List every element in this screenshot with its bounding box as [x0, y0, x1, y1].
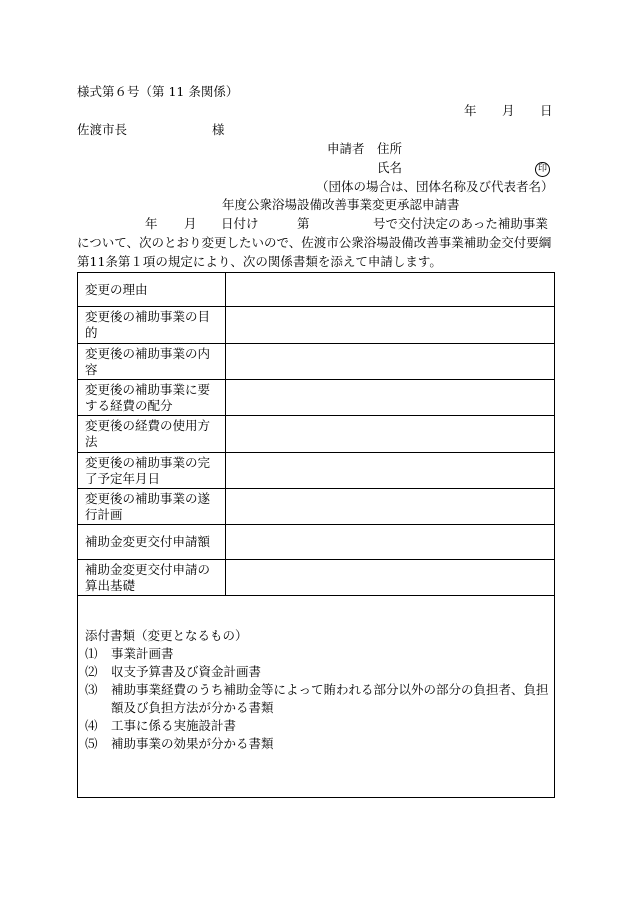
row-value-field[interactable]: [226, 560, 555, 596]
body-year: 年: [145, 216, 158, 231]
list-item-text: 収支予算書及び資金計画書: [111, 664, 262, 679]
list-item-number: ⑵: [85, 664, 98, 679]
applicant-name-label: 氏名: [377, 160, 403, 175]
table-row: [78, 307, 555, 344]
row-label: 変更後の補助事業に要する経費の配分: [78, 380, 226, 416]
row-label: 変更後の補助事業の完了予定年月日: [78, 453, 226, 489]
row-label: 補助金変更交付申請額: [78, 525, 226, 560]
body-line3: 第11条第１項の規定により、次の関係書類を添えて申請します。: [77, 254, 442, 269]
list-item: [85, 681, 554, 717]
list-item: [85, 645, 554, 663]
document-title: 年度公衆浴場設備改善事業変更承認申請書: [222, 197, 460, 212]
row-label: 補助金変更交付申請の算出基礎: [78, 560, 226, 596]
row-value-field[interactable]: [226, 525, 555, 560]
list-item: [85, 717, 554, 735]
row-label: 変更の理由: [78, 273, 226, 307]
row-value-field[interactable]: [226, 273, 555, 307]
row-label: 変更後の補助事業の遂行計画: [78, 489, 226, 525]
application-table: [77, 272, 555, 798]
list-item: [85, 663, 554, 681]
row-label: 変更後の補助事業の内容: [78, 344, 226, 380]
row-value-field[interactable]: [226, 344, 555, 380]
row-value-field[interactable]: [226, 489, 555, 525]
table-row: [78, 560, 555, 596]
applicant-role: 申請者: [327, 141, 365, 156]
list-item-number: ⑸: [85, 736, 98, 751]
table-row: [78, 489, 555, 525]
seal-icon: 印: [535, 161, 550, 177]
row-value-field[interactable]: [226, 307, 555, 344]
table-row: [78, 380, 555, 416]
list-item-number: ⑷: [85, 718, 98, 733]
list-item-text: 補助事業経費のうち補助金等によって賄われる部分以外の部分の負担者、負担額及び負担方法が分かる書類: [111, 682, 549, 715]
row-value-field[interactable]: [226, 453, 555, 489]
attachments-cell: [78, 596, 555, 798]
body-line1-rest: 号で交付決定のあった補助事業: [373, 216, 548, 231]
addressee: 佐渡市長: [77, 122, 128, 137]
row-label: 変更後の補助事業の目的: [78, 307, 226, 344]
table-row: [78, 416, 555, 453]
body-line2: について、次のとおり変更したいので、佐渡市公衆浴場設備改善事業補助金交付要綱: [77, 235, 552, 250]
date-day-label: 日: [540, 103, 553, 118]
body-number-prefix: 第: [297, 216, 310, 231]
attachments-row: [78, 596, 555, 798]
table-row: [78, 344, 555, 380]
form-number: 様式第６号（第 11 条関係）: [77, 84, 239, 99]
list-item-text: 事業計画書: [111, 646, 174, 661]
list-item-number: ⑶: [85, 682, 98, 697]
list-item-text: 工事に係る実施設計書: [111, 718, 237, 733]
attachments-title: 添付書類（変更となるもの）: [85, 628, 248, 643]
table-row: [78, 453, 555, 489]
date-year-label: 年: [464, 103, 477, 118]
row-label: 変更後の経費の使用方法: [78, 416, 226, 453]
date-month-label: 月: [502, 103, 515, 118]
list-item: [85, 735, 554, 753]
row-value-field[interactable]: [226, 416, 555, 453]
body-month: 月: [184, 216, 197, 231]
body-date-suffix: 日付け: [221, 216, 259, 231]
list-item-text: 補助事業の効果が分かる書類: [111, 736, 274, 751]
addressee-honorific: 様: [212, 122, 225, 137]
applicant-address-label: 住所: [377, 141, 403, 156]
row-value-field[interactable]: [226, 380, 555, 416]
list-item-number: ⑴: [85, 646, 98, 661]
table-row: [78, 525, 555, 560]
group-note: （団体の場合は、団体名称及び代表者名）: [316, 179, 554, 194]
table-row: [78, 273, 555, 307]
